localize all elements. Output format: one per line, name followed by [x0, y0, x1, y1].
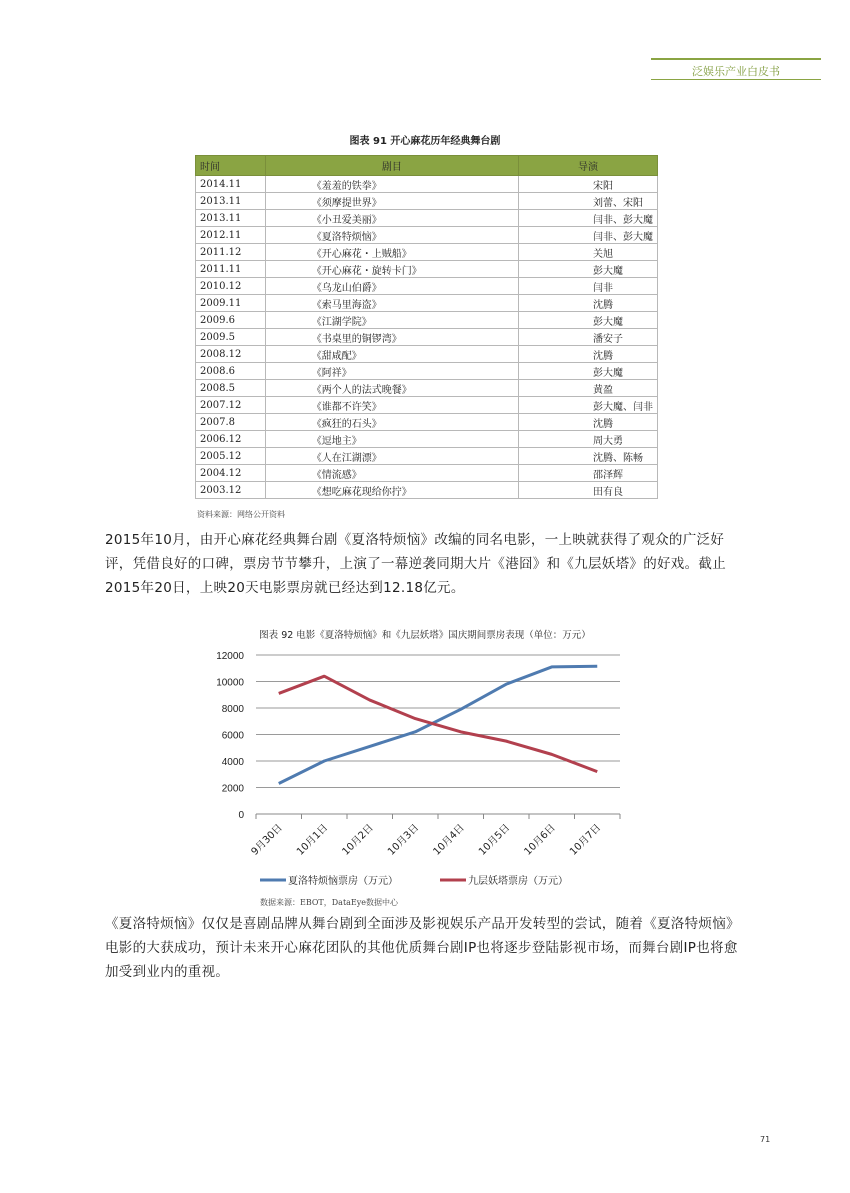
cell-play: 《书桌里的铜锣湾》 — [265, 329, 518, 346]
y-tick-label: 0 — [238, 810, 244, 821]
table-row — [196, 346, 658, 363]
table-row — [196, 329, 658, 346]
x-tick-label: 10月4日 — [431, 822, 467, 858]
table-row — [196, 210, 658, 227]
cell-time: 2009.6 — [196, 312, 266, 329]
cell-time: 2005.12 — [196, 448, 266, 465]
table-header-row — [196, 156, 658, 176]
cell-time: 2012.11 — [196, 227, 266, 244]
table-row — [196, 261, 658, 278]
cell-play: 《须摩提世界》 — [265, 193, 518, 210]
cell-director: 黄盈 — [519, 380, 658, 397]
cell-director: 周大勇 — [519, 431, 658, 448]
cell-director: 闫非、彭大魔 — [519, 210, 658, 227]
table-row — [196, 431, 658, 448]
cell-director: 闫非 — [519, 278, 658, 295]
chart-title: 图表 92 电影《夏洛特烦恼》和《九层妖塔》国庆期间票房表现（单位：万元） — [259, 630, 591, 641]
cell-director: 彭大魔、闫非 — [519, 397, 658, 414]
cell-time: 2010.12 — [196, 278, 266, 295]
cell-time: 2013.11 — [196, 193, 266, 210]
cell-director: 刘蕾、宋阳 — [519, 193, 658, 210]
cell-time: 2008.5 — [196, 380, 266, 397]
x-tick-label: 10月3日 — [385, 822, 422, 858]
cell-play: 《夏洛特烦恼》 — [265, 227, 518, 244]
x-tick-label: 10月5日 — [476, 822, 513, 858]
cell-play: 《甜咸配》 — [265, 346, 518, 363]
table-row — [196, 193, 658, 210]
cell-play: 《情流感》 — [265, 465, 518, 482]
table-row — [196, 448, 658, 465]
cell-play: 《疯狂的石头》 — [265, 414, 518, 431]
y-tick-label: 8000 — [221, 704, 244, 715]
cell-play: 《谁都不许笑》 — [265, 397, 518, 414]
table-row — [196, 397, 658, 414]
cell-time: 2013.11 — [196, 210, 266, 227]
cell-director: 沈腾 — [519, 414, 658, 431]
table-row — [196, 176, 658, 193]
cell-time: 2008.12 — [196, 346, 266, 363]
x-tick-label: 10月6日 — [522, 822, 558, 858]
cell-director: 沈腾 — [519, 346, 658, 363]
table-body — [196, 176, 658, 499]
column-header-time: 时间 — [196, 156, 266, 176]
page-number: 71 — [760, 1135, 771, 1144]
chart-source: 数据来源：EBOT，DataEye数据中心 — [260, 898, 399, 907]
cell-director: 沈腾 — [519, 295, 658, 312]
header-rule-top — [651, 58, 821, 60]
table-row — [196, 244, 658, 261]
column-header-director: 导演 — [519, 156, 658, 176]
x-tick-label: 10月2日 — [340, 822, 376, 858]
cell-director: 关旭 — [519, 244, 658, 261]
column-header-play: 剧目 — [265, 156, 518, 176]
stage-play-table — [195, 155, 658, 499]
table-source: 资料来源：网络公开资料 — [197, 510, 285, 519]
y-tick-label: 2000 — [221, 783, 244, 795]
cell-time: 2014.11 — [196, 176, 266, 193]
cell-director: 彭大魔 — [519, 363, 658, 380]
cell-director: 彭大魔 — [519, 312, 658, 329]
cell-play: 《想吃麻花现给你拧》 — [265, 482, 518, 499]
cell-play: 《羞羞的铁拳》 — [265, 176, 518, 193]
table-row — [196, 363, 658, 380]
table-row — [196, 414, 658, 431]
header-title: 泛娱乐产业白皮书 — [692, 65, 780, 78]
cell-time: 2003.12 — [196, 482, 266, 499]
cell-play: 《小丑爱美丽》 — [265, 210, 518, 227]
cell-play: 《逗地主》 — [265, 431, 518, 448]
y-tick-label: 12000 — [216, 651, 244, 662]
table-row — [196, 278, 658, 295]
table-row — [196, 312, 658, 329]
box-office-line-chart — [195, 640, 625, 895]
y-tick-label: 4000 — [221, 757, 244, 768]
legend-label: 夏洛特烦恼票房（万元） — [288, 876, 398, 887]
cell-play: 《乌龙山伯爵》 — [265, 278, 518, 295]
cell-director: 闫非、彭大魔 — [519, 227, 658, 244]
cell-time: 2008.6 — [196, 363, 266, 380]
cell-director: 宋阳 — [519, 176, 658, 193]
cell-director: 沈腾、陈畅 — [519, 448, 658, 465]
cell-time: 2007.8 — [196, 414, 266, 431]
cell-play: 《开心麻花・旋转卡门》 — [265, 261, 518, 278]
cell-play: 《阿祥》 — [265, 363, 518, 380]
table-row — [196, 482, 658, 499]
x-tick-label: 9月30日 — [249, 822, 285, 858]
cell-time: 2004.12 — [196, 465, 266, 482]
table-row — [196, 227, 658, 244]
cell-time: 2011.11 — [196, 261, 266, 278]
header-rule-bottom — [651, 79, 821, 80]
cell-play: 《开心麻花・上贼船》 — [265, 244, 518, 261]
x-tick-label: 10月7日 — [567, 822, 604, 858]
series-line — [279, 676, 598, 771]
cell-time: 2009.5 — [196, 329, 266, 346]
cell-play: 《索马里海盗》 — [265, 295, 518, 312]
y-tick-label: 10000 — [216, 677, 244, 689]
cell-director: 邵泽辉 — [519, 465, 658, 482]
table-row — [196, 295, 658, 312]
table-row — [196, 380, 658, 397]
table-row — [196, 465, 658, 482]
y-tick-label: 6000 — [221, 730, 244, 742]
legend-label: 九层妖塔票房（万元） — [468, 876, 568, 887]
cell-play: 《人在江湖漂》 — [265, 448, 518, 465]
cell-time: 2006.12 — [196, 431, 266, 448]
cell-play: 《江湖学院》 — [265, 312, 518, 329]
cell-time: 2011.12 — [196, 244, 266, 261]
paragraph-box-office: 2015年10月，由开心麻花经典舞台剧《夏洛特烦恼》改编的同名电影，一上映就获得了观众的广泛好评，凭借良好的口碑，票房节节攀升，上演了一幕逆袭同期大片《港囧》和《九层妖塔》的好戏。截止2015年20日，上映20天电影票房就已经达到12.18亿元。 — [105, 532, 726, 596]
cell-director: 田有良 — [519, 482, 658, 499]
cell-time: 2009.11 — [196, 295, 266, 312]
table-figure-title: 图表 91 开心麻花历年经典舞台剧 — [349, 136, 501, 147]
cell-play: 《两个人的法式晚餐》 — [265, 380, 518, 397]
cell-time: 2007.12 — [196, 397, 266, 414]
x-tick-label: 10月1日 — [294, 822, 331, 858]
paragraph-ip-outlook: 《夏洛特烦恼》仅仅是喜剧品牌从舞台剧到全面涉及影视娱乐产品开发转型的尝试，随着《夏洛特烦恼》电影的大获成功，预计未来开心麻花团队的其他优质舞台剧IP也将逐步登陆影视市场，而舞台剧IP也将愈加受到业内的重视。 — [105, 916, 740, 980]
cell-director: 潘安子 — [519, 329, 658, 346]
cell-director: 彭大魔 — [519, 261, 658, 278]
